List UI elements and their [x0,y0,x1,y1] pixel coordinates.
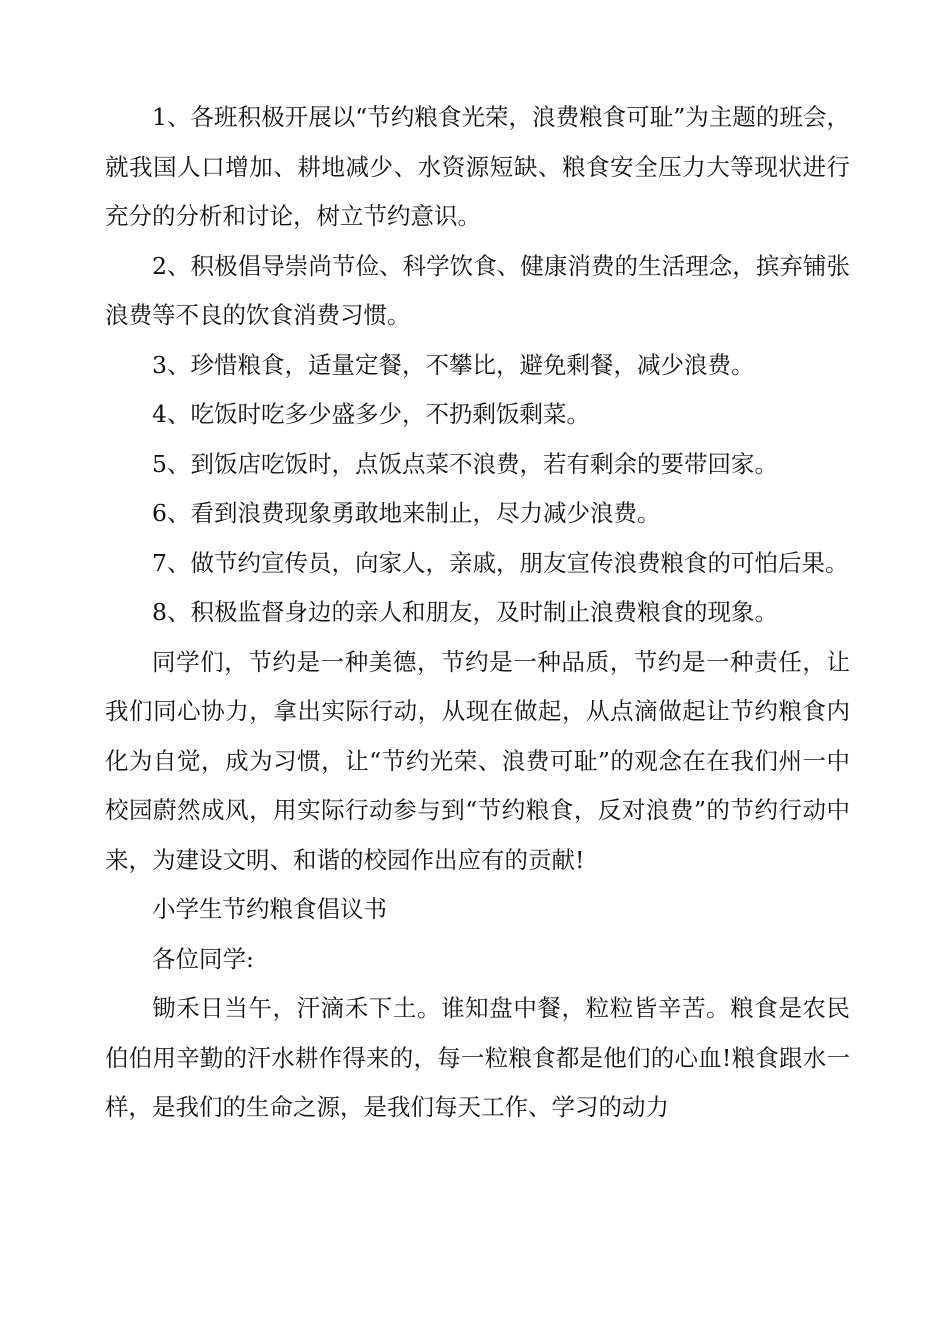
proposal-item-2: 2、积极倡导崇尚节俭、科学饮食、健康消费的生活理念，摈弃铺张浪费等不良的饮食消费习惯。 [105,251,850,329]
section-title: 小学生节约粮食倡议书 [152,895,387,923]
closing-paragraph: 同学们，节约是一种美德，节约是一种品质，节约是一种责任，让我们同心协力，拿出实际行动，从现在做起，从点滴做起让节约粮食内化为自觉，成为习惯，让“节约光荣、浪费可耻”的观念在在我们州一中校园蔚然成风，用实际行动参与到“节约粮食，反对浪费”的节约行动中来，为建设文明、和谐的校园作出应有的贡献! [105,647,850,874]
proposal-item-1: 1、各班积极开展以“节约粮食光荣，浪费粮食可耻”为主题的班会，就我国人口增加、耕地减少、水资源短缺、粮食安全压力大等现状进行充分的分析和讨论，树立节约意识。 [105,103,850,230]
proposal-item-4: 4、吃饭时吃多少盛多少，不扔剩饭剩菜。 [152,400,590,428]
document-page [105,93,850,1133]
salutation: 各位同学: [152,944,254,973]
proposal-item-6: 6、看到浪费现象勇敢地来制止，尽力减少浪费。 [152,499,661,527]
body-paragraph: 锄禾日当午，汗滴禾下土。谁知盘中餐，粒粒皆辛苦。粮食是农民伯伯用辛勤的汗水耕作得来的，每一粒粮食都是他们的心血!粮食跟水一样，是我们的生命之源，是我们每天工作、学习的动力 [105,994,850,1121]
proposal-item-5: 5、到饭店吃饭时，点饭点菜不浪费，若有剩余的要带回家。 [152,449,778,478]
proposal-item-7: 7、做节约宣传员，向家人，亲戚，朋友宣传浪费粮食的可怕后果。 [152,548,849,577]
proposal-item-3: 3、珍惜粮食，适量定餐，不攀比，避免剩餐，减少浪费。 [152,350,755,379]
proposal-item-8: 8、积极监督身边的亲人和朋友，及时制止浪费粮食的现象。 [152,598,778,626]
